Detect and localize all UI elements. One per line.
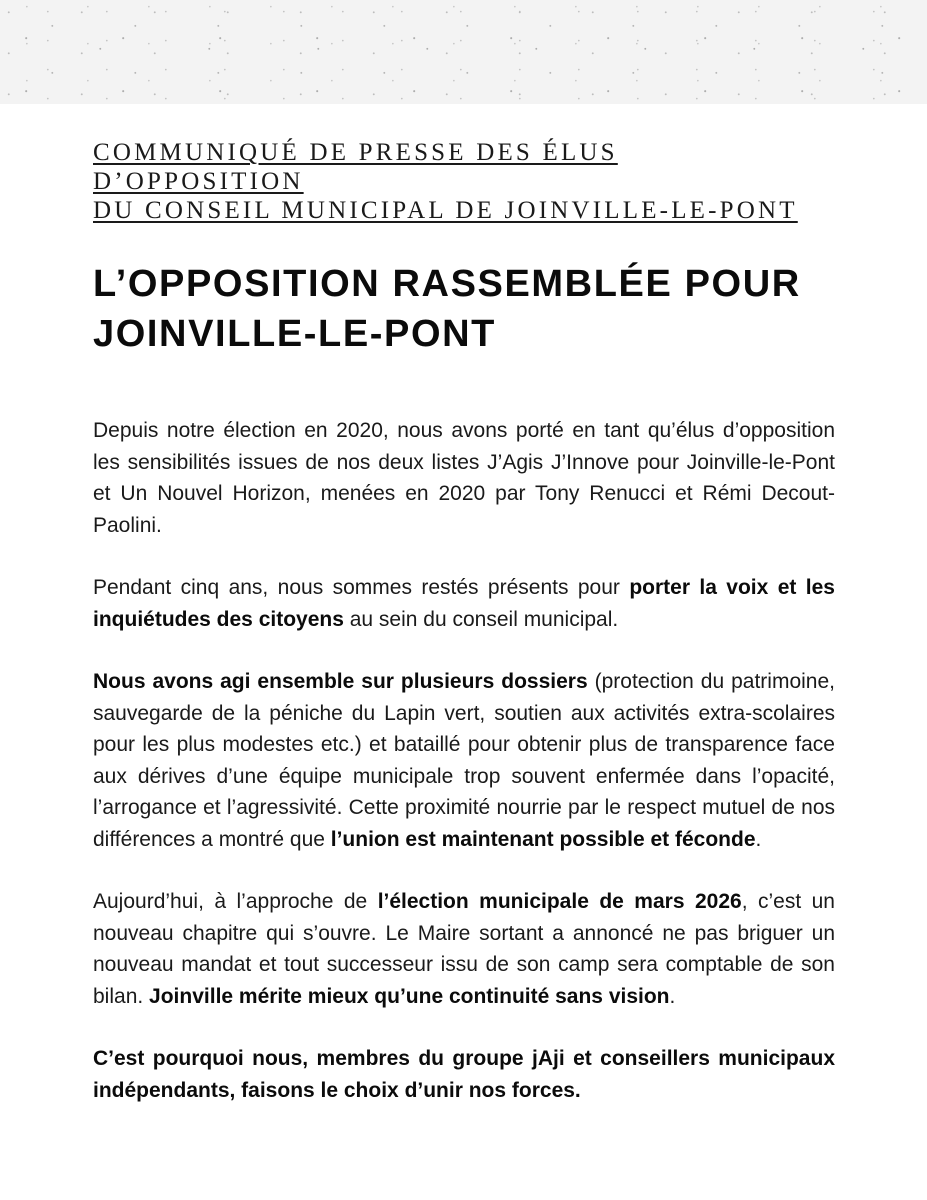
press-release	[93, 138, 835, 1137]
text-segment: .	[755, 827, 762, 851]
emphasis-text: C’est pourquoi nous, membres du groupe jAji et conseillers municipaux indépendants, faisons le choix d’unir nos forces.	[93, 1047, 835, 1102]
text-segment: (protection du patrimoine, sauvegarde de la péniche du Lapin vert, soutien aux activités extra-scolaires pour les plus modestes etc.) et bataillé pour obtenir plus de transparence face aux dérives d’une équipe municipale trop souvent enfermée dans l’opacité, l’arrogance et l’agressivité. Cette proximité nourrie par le respect mutuel de nos différences a montré que	[93, 670, 835, 851]
text-segment: Pendant cinq ans, nous sommes restés présents pour	[93, 576, 630, 599]
headline-line-2: JOINVILLE-LE-PONT	[93, 313, 496, 355]
paragraph-conclusion	[93, 1043, 835, 1106]
paragraph-actions	[93, 666, 835, 855]
emphasis-text: l’union est maintenant possible et féconde	[330, 827, 756, 851]
text-segment: .	[669, 984, 676, 1008]
emphasis-text: porter la voix et les inquiétudes des citoyens	[93, 576, 835, 631]
text-segment: Aujourd’hui, à l’approche de	[93, 890, 378, 913]
kicker-line-2: DU CONSEIL MUNICIPAL DE JOINVILLE-LE-PONT	[93, 197, 798, 224]
headline-line-1: L’OPPOSITION RASSEMBLÉE POUR	[93, 263, 801, 305]
kicker-line-1: COMMUNIQUÉ DE PRESSE DES ÉLUS D’OPPOSITION	[93, 139, 618, 195]
emphasis-text: Nous avons agi ensemble sur plusieurs dossiers	[93, 670, 588, 693]
paragraph-intro	[93, 415, 835, 541]
text-segment: Depuis notre élection en 2020, nous avons porté en tant qu’élus d’opposition les sensibilités issues de nos deux listes J’Agis J’Innove pour Joinville-le-Pont et Un Nouvel Horizon, menées en 2020 par Tony Renucci et Rémi Decout-Paolini.	[93, 419, 835, 537]
emphasis-text: l’élection municipale de mars 2026	[377, 890, 742, 913]
paragraph-election-2026	[93, 886, 835, 1012]
page-title	[93, 259, 835, 359]
text-segment: au sein du conseil municipal.	[343, 607, 619, 631]
paragraph-five-years	[93, 572, 835, 635]
paper-texture-header	[0, 0, 927, 104]
press-release-kicker	[93, 138, 835, 225]
emphasis-text: Joinville mérite mieux qu’une continuité sans vision	[149, 984, 670, 1008]
body-text	[93, 415, 835, 1106]
text-segment: , c’est un nouveau chapitre qui s’ouvre. Le Maire sortant a annoncé ne pas briguer un nouveau mandat et tout successeur issu de son camp sera comptable de son bilan.	[93, 890, 835, 1008]
